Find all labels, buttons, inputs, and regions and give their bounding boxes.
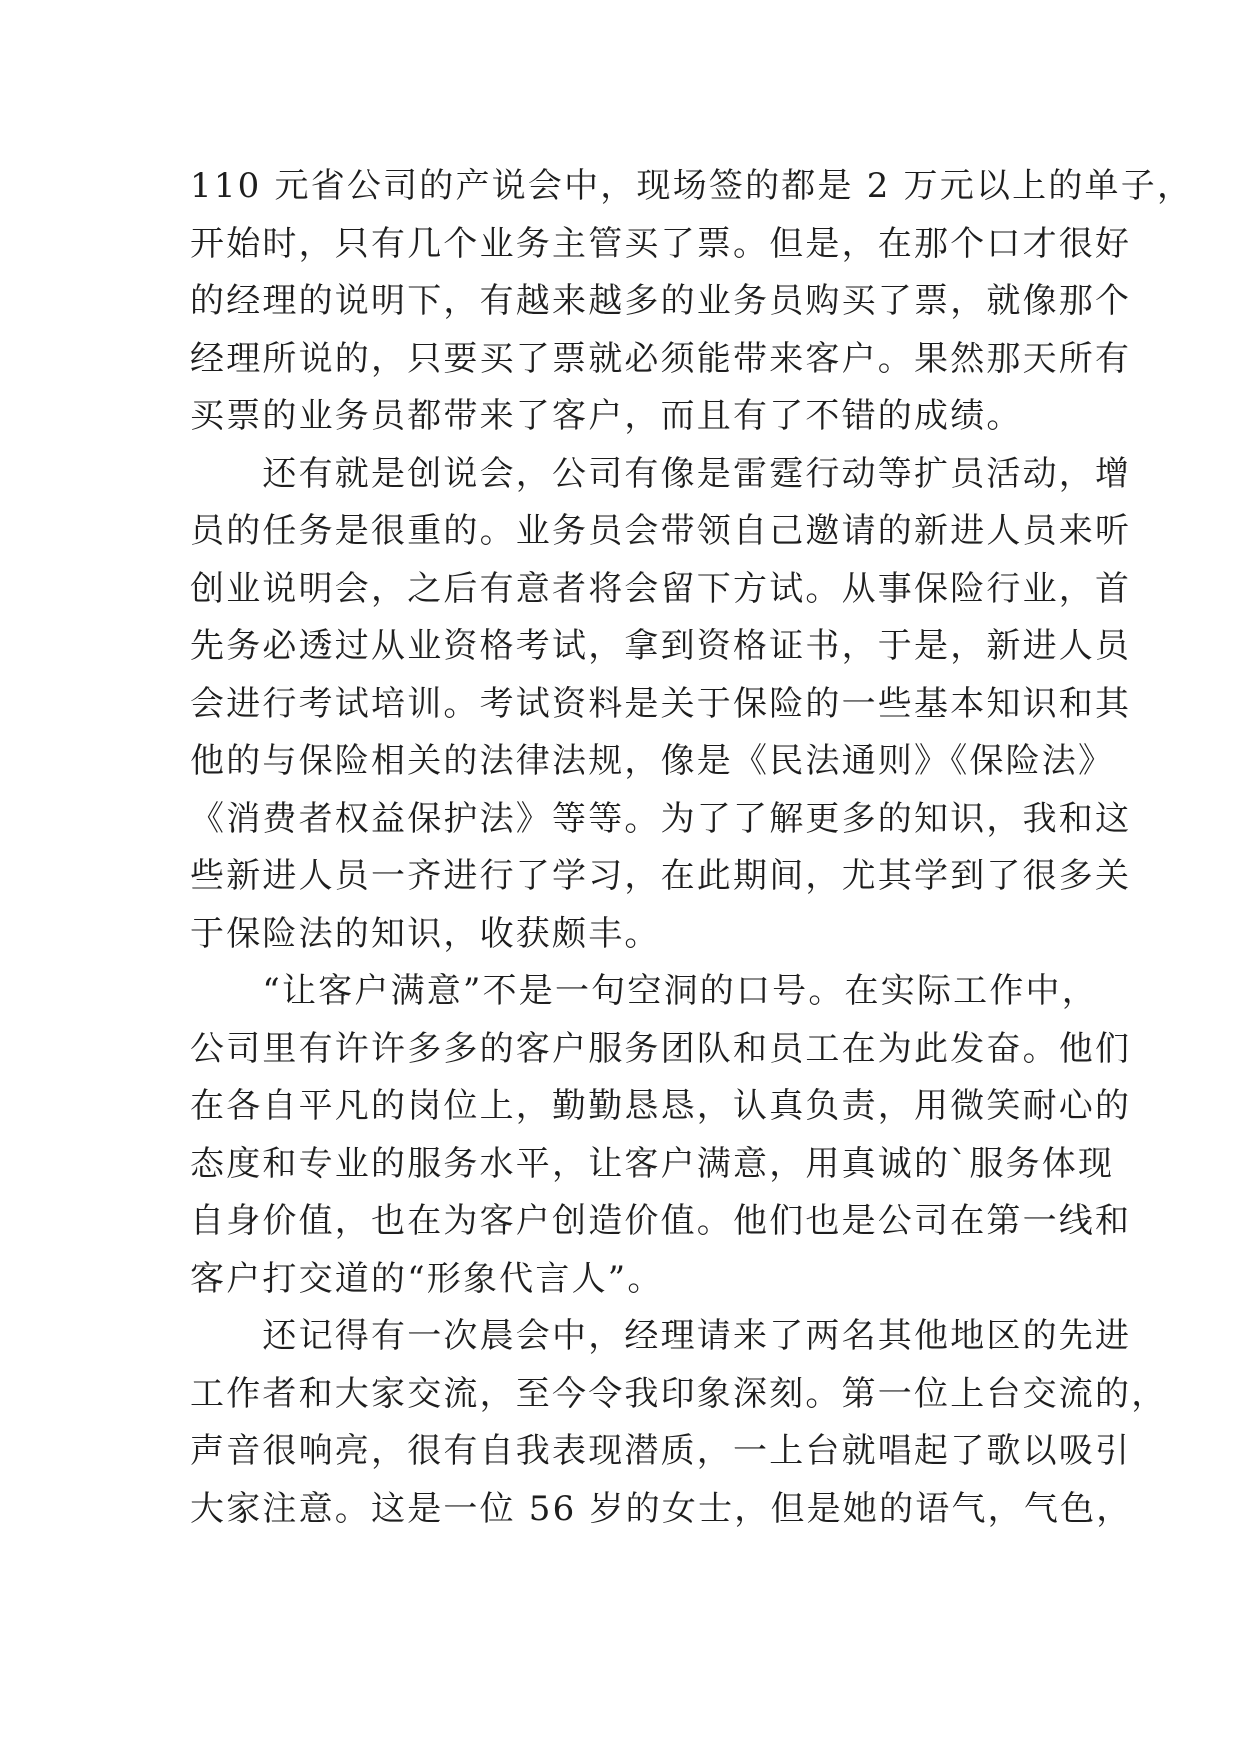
paragraph-4 xyxy=(190,1308,1168,1538)
text-line: 买票的业务员都带来了客户，而且有了不错的成绩。 xyxy=(190,396,1023,436)
text-line: 在各自平凡的岗位上，勤勤恳恳，认真负责，用微笑耐心的 xyxy=(190,1086,1132,1126)
text-line: 他的与保险相关的法律法规，像是《民法通则》《保险法》 xyxy=(190,741,1115,781)
text-line: 会进行考试培训。考试资料是关于保险的一些基本知识和其 xyxy=(190,683,1132,724)
text-line: “让客户满意”不是一句空洞的口号。在实际工作中， xyxy=(190,971,1098,1011)
paragraph-1 xyxy=(190,158,1194,446)
document-body xyxy=(190,158,1194,1538)
text-line: 声音很响亮，很有自我表现潜质，一上台就唱起了歌以吸引 xyxy=(190,1431,1132,1471)
text-line: 工作者和大家交流，至今令我印象深刻。第一位上台交流的， xyxy=(190,1373,1168,1414)
text-line: 110 元省公司的产说会中，现场签的都是 2 万元以上的单子， xyxy=(190,166,1194,206)
text-line: 于保险法的知识，收获颇丰。 xyxy=(190,913,661,954)
text-line: 创业说明会，之后有意者将会留下方试。从事保险行业，首 xyxy=(190,568,1132,609)
text-line: 经理所说的，只要买了票就必须能带来客户。果然那天所有 xyxy=(190,338,1132,379)
text-line: 态度和专业的服务水平，让客户满意，用真诚的`服务体现 xyxy=(190,1143,1115,1184)
text-line: 《消费者权益保护法》等等。为了了解更多的知识，我和这 xyxy=(190,798,1132,839)
paragraph-2 xyxy=(190,446,1132,964)
text-line: 大家注意。这是一位 56 岁的女士，但是她的语气，气色， xyxy=(190,1488,1133,1529)
text-line: 还有就是创说会，公司有像是雷霆行动等扩员活动，增 xyxy=(190,453,1132,494)
text-line: 还记得有一次晨会中，经理请来了两名其他地区的先进 xyxy=(190,1316,1132,1356)
text-line: 公司里有许许多多的客户服务团队和员工在为此发奋。他们 xyxy=(190,1028,1132,1069)
text-line: 开始时，只有几个业务主管买了票。但是，在那个口才很好 xyxy=(190,223,1132,264)
text-line: 客户打交道的“形象代言人”。 xyxy=(190,1258,664,1299)
text-line: 员的任务是很重的。业务员会带领自己邀请的新进人员来听 xyxy=(190,511,1132,551)
text-line: 的经理的说明下，有越来越多的业务员购买了票，就像那个 xyxy=(190,281,1132,321)
paragraph-3 xyxy=(190,963,1132,1308)
text-line: 先务必透过从业资格考试，拿到资格证书，于是，新进人员 xyxy=(190,626,1132,666)
text-line: 些新进人员一齐进行了学习，在此期间，尤其学到了很多关 xyxy=(190,856,1132,896)
text-line: 自身价值，也在为客户创造价值。他们也是公司在第一线和 xyxy=(190,1201,1132,1241)
